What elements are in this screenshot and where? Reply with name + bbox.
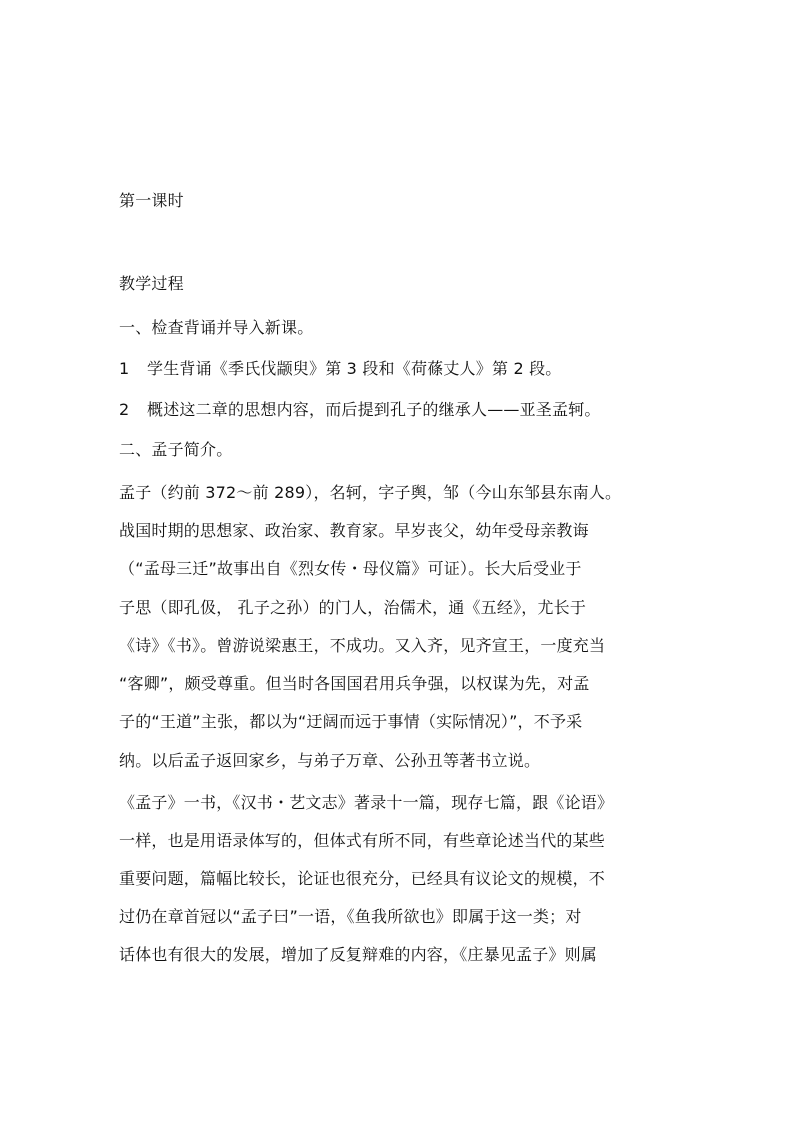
list-item-number: 1 — [119, 359, 130, 378]
paragraph-line: “客卿”，颇受尊重。但当时各国国君用兵争强，以权谋为先，对孟 — [119, 674, 590, 693]
list-item-text: 学生背诵《季氏伐颛臾》第 3 段和《荷蓧丈人》第 2 段。 — [147, 359, 562, 378]
paragraph-line: 话体也有很大的发展，增加了反复辩难的内容，《庄暴见孟子》则属 — [119, 945, 598, 964]
paragraph-line: 纳。以后孟子返回家乡，与弟子万章、公孙丑等著书立说。 — [119, 751, 541, 770]
list-item-number: 2 — [119, 400, 130, 419]
paragraph-line: 一样，也是用语录体写的，但体式有所不同，有些章论述当代的某些 — [119, 831, 606, 850]
section-title: 教学过程 — [119, 274, 184, 293]
paragraph-line: 重要问题，篇幅比较长，论证也很充分，已经具有议论文的规模，不 — [119, 869, 606, 888]
part-one-title: 一、检查背诵并导入新课。 — [119, 318, 314, 337]
list-item — [119, 359, 562, 379]
lesson-heading: 第一课时 — [119, 191, 184, 210]
list-item — [119, 400, 601, 420]
paragraph-line: 战国时期的思想家、政治家、教育家。早岁丧父，幼年受母亲教诲 — [119, 521, 589, 540]
paragraph-line: 孟子（约前 372～前 289），名轲，字子舆，邹（今山东邹县东南人。 — [119, 483, 622, 502]
paragraph-line: 过仍在章首冠以“孟子曰”一语，《鱼我所欲也》即属于这一类；对 — [119, 907, 582, 926]
paragraph-line: 子的“王道”主张，都以为“迂阔而远于事情（实际情况）”，不予采 — [119, 712, 583, 731]
paragraph-line: 《孟子》一书，《汉书・艺文志》著录十一篇，现存七篇，跟《论语》 — [119, 793, 614, 812]
paragraph-line: 子思（即孔伋， 孔子之孙）的门人，治儒术，通《五经》，尤长于 — [119, 598, 587, 617]
part-two-title: 二、孟子简介。 — [119, 440, 233, 459]
list-item-text: 概述这二章的思想内容，而后提到孔子的继承人——亚圣孟轲。 — [147, 400, 601, 419]
paragraph-line: 《诗》《书》。曾游说梁惠王，不成功。又入齐，见齐宣王，一度充当 — [119, 636, 606, 655]
paragraph-line: （“孟母三迁”故事出自《烈女传・母仪篇》可证）。长大后受业于 — [119, 559, 582, 578]
